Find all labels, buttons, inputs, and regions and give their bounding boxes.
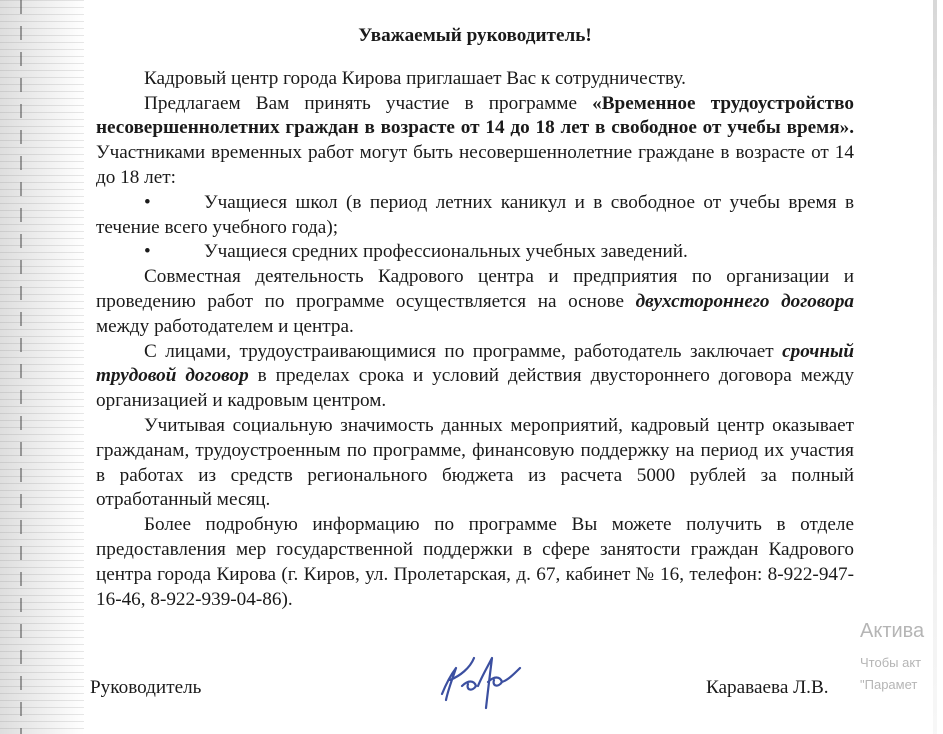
- signatory-position: Руководитель: [90, 677, 202, 698]
- fixed-term-contract-emphasis: срочный трудовой договор: [96, 340, 854, 387]
- program-participants-text: Участниками временных работ могут быть несовершеннолетние граждане в возрасте от 14 до 18 лет:: [96, 142, 854, 188]
- windows-activation-watermark-title: Актива: [860, 620, 925, 642]
- paragraph-financial-support: Учитывая социальную значимость данных мероприятий, кадровый центр оказывает гражданам, трудоустроенным по программе, финансовую поддержку на период их участия в работах из средств регионального бюджета из расчета 5000 рублей за полный отработанный месяц.: [96, 414, 854, 511]
- scan-edge-artifact: [0, 0, 84, 734]
- windows-activation-watermark-line: Чтобы акт: [860, 655, 922, 670]
- cooperation-text-end: между работодателем и центра.: [96, 315, 354, 337]
- list-item: [96, 240, 854, 265]
- windows-activation-watermark-line: "Парамет: [860, 677, 918, 692]
- contract-text-end: в пределах срока и условий действия двустороннего договора между организацией и кадровым центром.: [96, 365, 854, 412]
- list-item: [96, 191, 854, 241]
- paragraph-invitation: Кадровый центр города Кирова приглашает Вас к сотрудничеству.: [144, 67, 686, 89]
- handwritten-signature: [432, 646, 532, 716]
- letter-heading: Уважаемый руководитель!: [358, 25, 592, 46]
- program-intro-text: Предлагаем Вам принять участие в программе: [144, 92, 593, 114]
- signatory-name: Караваева Л.В.: [706, 677, 829, 698]
- cooperation-text: Совместная деятельность Кадрового центра и предприятия по организации и проведению работ по программе осуществляется на основе: [96, 266, 854, 312]
- bullet-marker: •: [144, 191, 151, 213]
- program-name: «Временное трудоустройство несовершеннолетних граждан в возрасте от 14 до 18 лет в свободное от учебы время».: [96, 92, 855, 139]
- paragraph-program: [96, 92, 854, 191]
- contract-text: С лицами, трудоустраивающимися по программе, работодатель заключает: [144, 340, 783, 362]
- list-item-text: Учащиеся школ (в период летних каникул и в свободное от учебы время в течение всего учебного года);: [96, 191, 854, 238]
- scan-right-edge: [933, 0, 937, 734]
- paragraph-contract: [96, 340, 854, 414]
- paragraph-cooperation: [96, 265, 854, 339]
- paragraph-contacts: Более подробную информацию по программе Вы можете получить в отделе предоставления мер государственной поддержки в сфере занятости граждан Кадрового центра города Кирова (г. Киров, ул. Пролетарская, д. 67, кабинет № 16, телефон: 8-922-947-16-46, 8-922-939-04-86).: [96, 514, 854, 610]
- contract-type-emphasis: двухстороннего договора: [635, 290, 855, 312]
- list-item-text: Учащиеся средних профессиональных учебных заведений.: [204, 241, 688, 263]
- letter-body: [96, 24, 854, 612]
- bullet-marker: •: [144, 241, 151, 263]
